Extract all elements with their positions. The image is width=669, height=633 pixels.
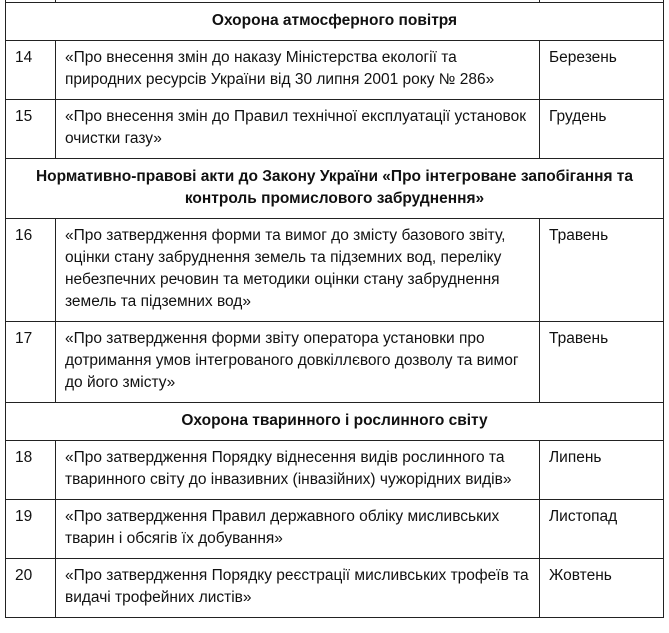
row-number: 20	[6, 559, 56, 618]
table-row	[6, 322, 664, 403]
row-month: Липень	[540, 441, 664, 500]
row-number: 18	[6, 441, 56, 500]
row-title: «Про внесення змін до наказу Міністерства екології та природних ресурсів України від 30 липня 2001 року № 286»	[56, 41, 540, 100]
table-row	[6, 100, 664, 159]
table-row	[6, 219, 664, 322]
section-heading: Охорона тваринного і рослинного світу	[6, 403, 664, 441]
section-header-row	[6, 3, 664, 41]
row-month: Листопад	[540, 500, 664, 559]
table-row	[6, 500, 664, 559]
row-number: 15	[6, 100, 56, 159]
section-heading: Нормативно-правові акти до Закону України «Про інтегроване запобігання та контроль промислового забруднення»	[6, 159, 664, 219]
section-header-row	[6, 403, 664, 441]
row-month: Травень	[540, 322, 664, 403]
row-number: 16	[6, 219, 56, 322]
row-month: Травень	[540, 219, 664, 322]
row-title: «Про затвердження Порядку віднесення видів рослинного та тваринного світу до інвазивних (інвазійних) чужорідних видів»	[56, 441, 540, 500]
row-month: Грудень	[540, 100, 664, 159]
row-title: «Про затвердження Правил державного обліку мисливських тварин і обсягів їх добування»	[56, 500, 540, 559]
row-title: «Про затвердження форми звіту оператора установки про дотримання умов інтегрованого довкіллєвого дозволу та вимог до його змісту»	[56, 322, 540, 403]
table-row	[6, 41, 664, 100]
section-header-row	[6, 159, 664, 219]
row-title: «Про затвердження Порядку реєстрації мисливських трофеїв та видачі трофейних листів»	[56, 559, 540, 618]
row-month: Жовтень	[540, 559, 664, 618]
table-row	[6, 441, 664, 500]
section-heading: Охорона атмосферного повітря	[6, 3, 664, 41]
row-number: 14	[6, 41, 56, 100]
row-number: 19	[6, 500, 56, 559]
table-row	[6, 559, 664, 618]
document-table	[5, 0, 664, 618]
row-title: «Про внесення змін до Правил технічної експлуатації установок очистки газу»	[56, 100, 540, 159]
row-title: «Про затвердження форми та вимог до змісту базового звіту, оцінки стану забруднення земель та підземних вод, переліку небезпечних речовин та методики оцінки стану забруднення земель та підземних вод»	[56, 219, 540, 322]
row-number: 17	[6, 322, 56, 403]
row-month: Березень	[540, 41, 664, 100]
